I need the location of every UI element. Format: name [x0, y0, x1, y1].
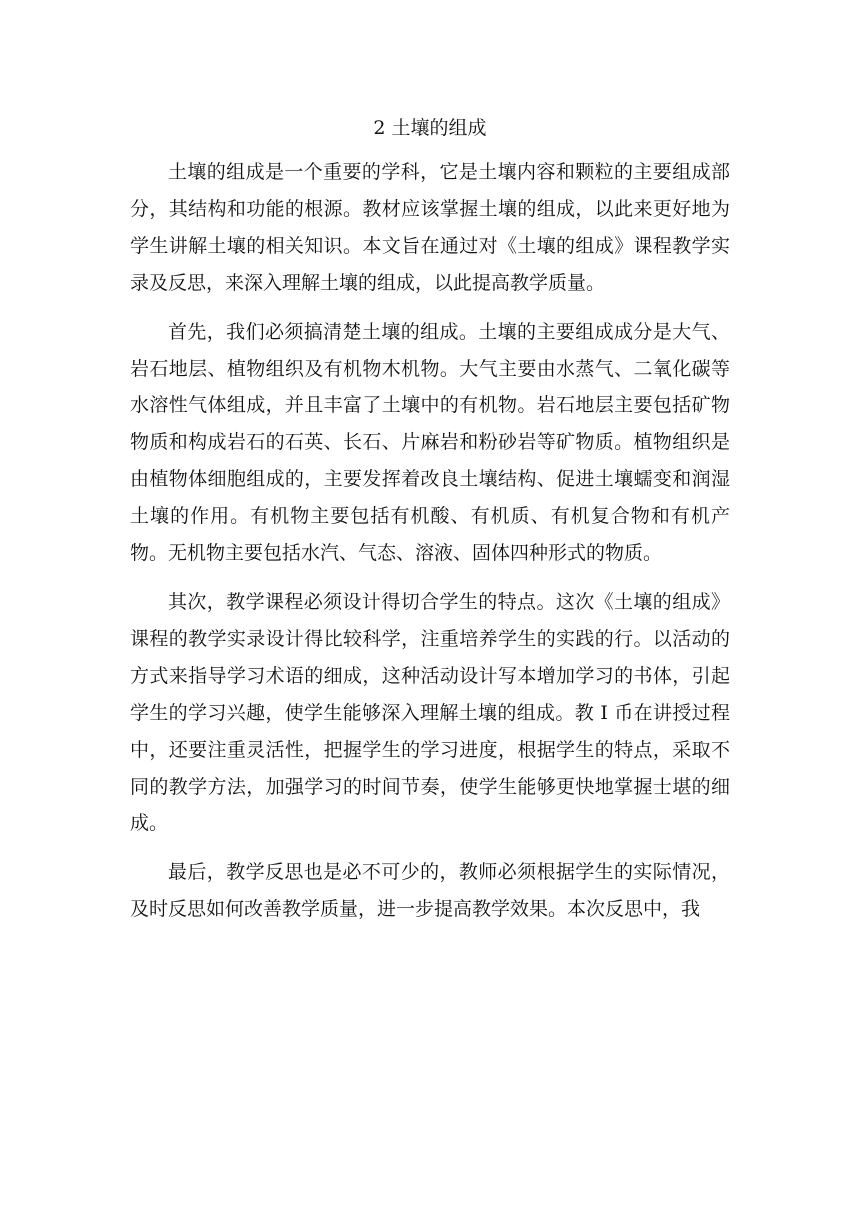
- paragraph-reflection: 最后，教学反思也是必不可少的，教师必须根据学生的实际情况，及时反思如何改善教学质量，进一步提高教学效果。本次反思中，我: [130, 861, 730, 921]
- paragraph-intro: 土壤的组成是一个重要的学科，它是土壤内容和颗粒的主要组成部分，其结构和功能的根源。教材应该掌握土壤的组成，以此来更好地为学生讲解土壤的相关知识。本文旨在通过对《土壤的组成》课程教学实录及反思，来深入理解土壤的组成，以此提高教学质量。: [130, 161, 730, 294]
- document-title: 2 土壤的组成: [373, 117, 487, 139]
- paragraph-course-design: 其次，教学课程必须设计得切合学生的特点。这次《土壤的组成》课程的教学实录设计得比较科学，注重培养学生的实践的行。以活动的方式来指导学习术语的细成，这种活动设计写本增加学习的书体，引起学生的学习兴趣，使学生能够深入理解土壤的组成。教 I 币在讲授过程中，还要注重灵活性，把握学生的学习进度，根据学生的特点，采取不同的教学方法，加强学习的时间节奏，使学生能够更快地掌握士堪的细成。: [130, 590, 730, 835]
- paragraph-composition: 首先，我们必须搞清楚土壤的组成。土壤的主要组成成分是大气、岩石地层、植物组织及有机物木机物。大气主要由水蒸气、二氧化碳等水溶性气体组成，并且丰富了土壤中的有机物。岩石地层主要包括矿物物质和构成岩石的石英、长石、片麻岩和粉砂岩等矿物质。植物组织是由植物体细胞组成的，主要发挥着改良土壤结构、促进土壤蠕变和润湿土壤的作用。有机物主要包括有机酸、有机质、有机复合物和有机产物。无机物主要包括水汽、气态、溶液、固体四种形式的物质。: [130, 320, 730, 565]
- document-body: [130, 154, 730, 940]
